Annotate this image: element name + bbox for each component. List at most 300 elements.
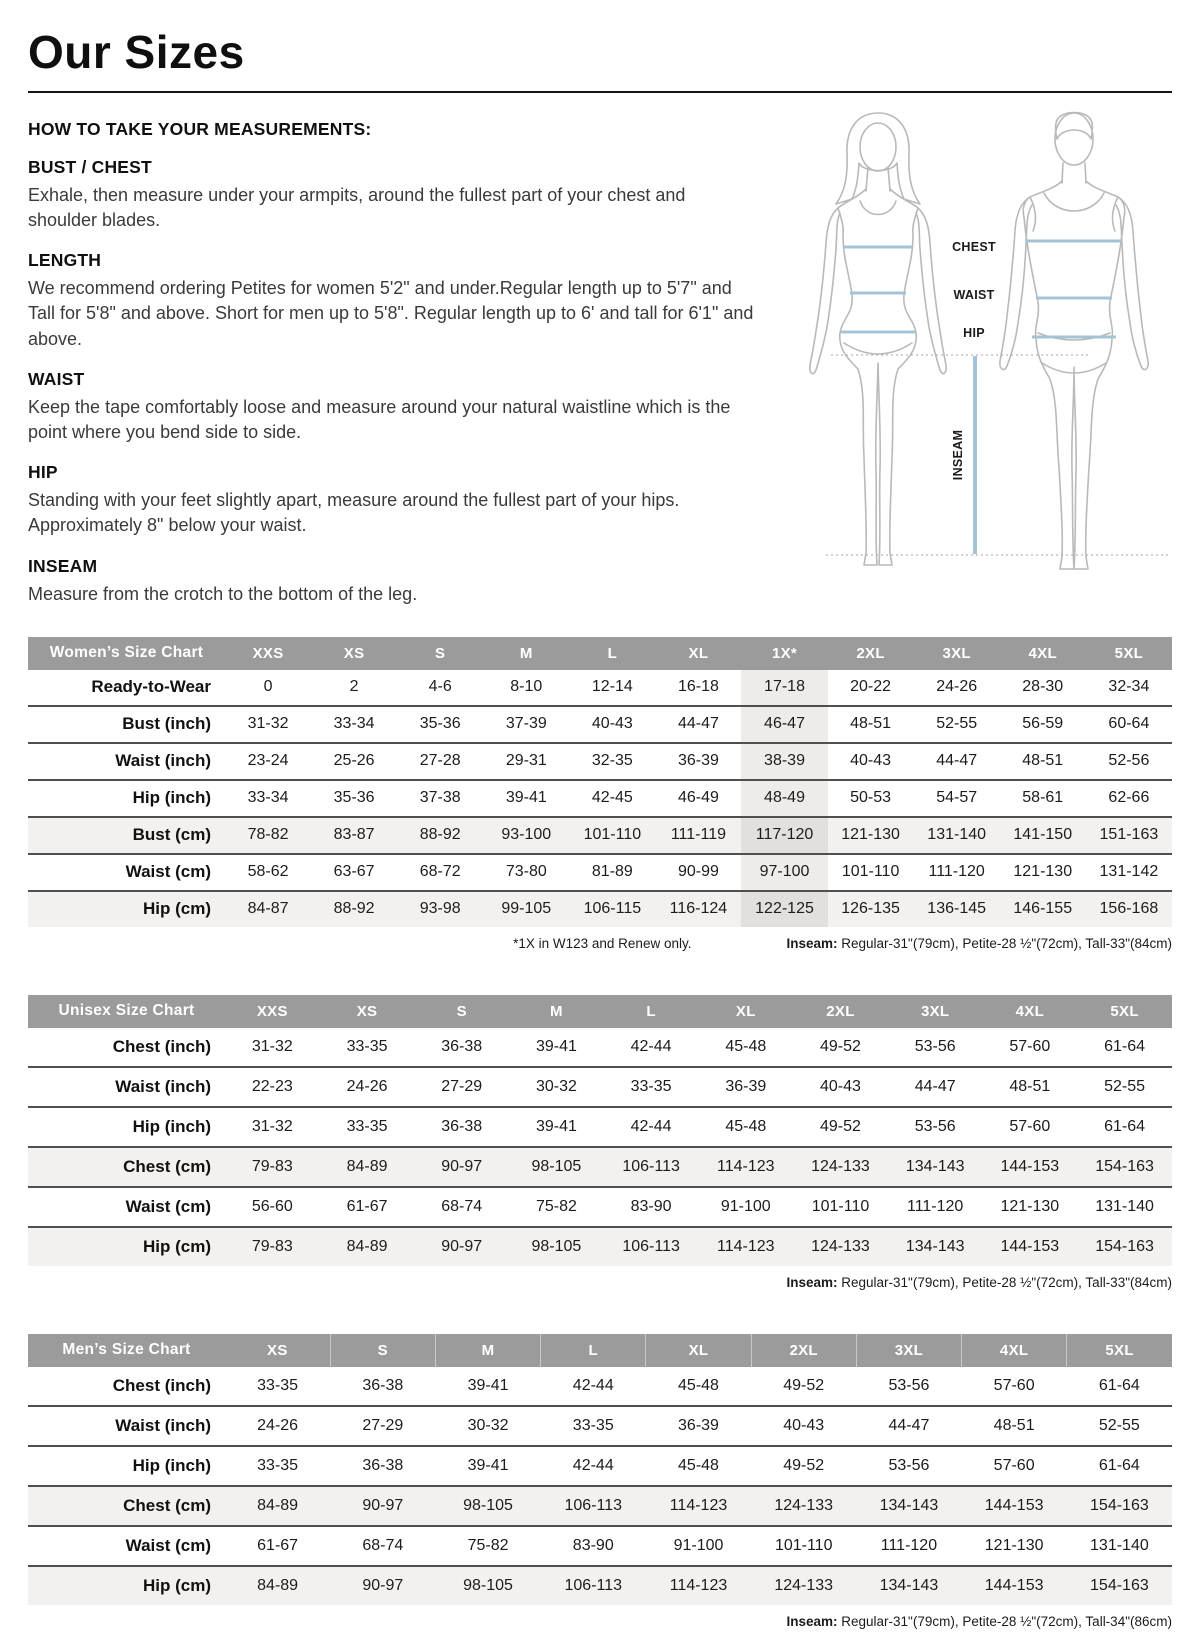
inseam-note-text: Regular-31"(79cm), Petite-28 ½"(72cm), Tall-33"(84cm): [837, 1274, 1172, 1290]
table-notes: [28, 1275, 1172, 1290]
size-cell: 121-130: [1000, 854, 1086, 891]
size-cell: 58-62: [225, 854, 311, 891]
row-label: Hip (cm): [28, 1227, 225, 1266]
size-cell: 56-60: [225, 1187, 320, 1227]
size-cell: 154-163: [1077, 1227, 1172, 1266]
title-divider: [28, 91, 1172, 93]
size-cell: 154-163: [1067, 1566, 1172, 1605]
size-cell: 33-34: [311, 706, 397, 743]
size-cell: 106-113: [604, 1147, 699, 1187]
size-cell: 61-64: [1077, 1107, 1172, 1147]
size-cell: 53-56: [914, 1037, 956, 1055]
section-body-length: We recommend ordering Petites for women 5'2" and under.Regular length up to 5'7" and Tall for 5'8" and above. Short for men up to 5'8". Regular length up to 6' and tall for 6'1" and above.: [28, 278, 754, 349]
size-cell: 42-44: [541, 1446, 646, 1486]
male-figure-outline: [1000, 112, 1148, 569]
size-cell: 106-113: [541, 1486, 646, 1526]
row-label: Waist (inch): [28, 1067, 225, 1107]
size-cell: 106-115: [569, 891, 655, 927]
size-cell: 33-35: [604, 1067, 699, 1107]
womens-size-chart: [28, 637, 1172, 951]
section-title-bust-chest: BUST / CHEST: [28, 156, 152, 177]
size-cell: 45-48: [646, 1446, 751, 1486]
size-cell: 81-89: [569, 854, 655, 891]
size-column-header: XL: [698, 995, 793, 1028]
size-cell: 144-153: [962, 1486, 1067, 1526]
size-cell: 68-74: [330, 1526, 435, 1566]
row-label: Hip (inch): [28, 780, 225, 817]
size-cell: 36-38: [441, 1037, 483, 1055]
table-row: [28, 891, 1172, 927]
size-column-header: 4XL: [1000, 637, 1086, 670]
table-row: [28, 1028, 1172, 1067]
size-cell: 98-105: [435, 1566, 540, 1605]
size-column-header: 5XL: [1077, 995, 1172, 1028]
size-column-header: S: [397, 637, 483, 670]
size-cell: 136-145: [914, 891, 1000, 927]
size-cell: 31-32: [251, 1037, 293, 1055]
size-cell: 91-100: [646, 1526, 751, 1566]
size-cell: 93-98: [397, 891, 483, 927]
size-cell: 40-43: [828, 743, 914, 780]
size-cell: 83-87: [311, 817, 397, 854]
table-row: [28, 817, 1172, 854]
waist-label: WAIST: [953, 287, 995, 302]
size-column-header: M: [509, 995, 604, 1028]
size-cell: 40-43: [793, 1067, 888, 1107]
size-cell: 117-120: [741, 817, 827, 854]
size-cell: 78-82: [225, 817, 311, 854]
size-cell: 91-100: [698, 1187, 793, 1227]
size-cell: 154-163: [1077, 1147, 1172, 1187]
size-cell: 131-140: [914, 817, 1000, 854]
size-cell: 52-55: [1077, 1067, 1172, 1107]
row-label: Chest (cm): [28, 1486, 225, 1526]
size-cell: 24-26: [225, 1406, 330, 1446]
inseam-note-label: Inseam:: [786, 1613, 838, 1629]
size-cell: 24-26: [936, 678, 978, 696]
size-cell: 57-60: [993, 1376, 1035, 1394]
size-cell: 48-51: [1000, 743, 1086, 780]
size-cell: 61-64: [1104, 1037, 1146, 1055]
size-cell: 49-52: [751, 1446, 856, 1486]
size-cell: 42-44: [630, 1037, 672, 1055]
size-column-header: 2XL: [793, 995, 888, 1028]
size-cell: 36-38: [362, 1376, 404, 1394]
size-cell: 58-61: [1000, 780, 1086, 817]
size-cell: 141-150: [1000, 817, 1086, 854]
body-measurement-illustration: [786, 105, 1176, 577]
size-column-header: M: [483, 637, 569, 670]
table-header-row: [28, 1334, 1172, 1367]
size-cell: 156-168: [1086, 891, 1172, 927]
size-cell: 131-140: [1077, 1187, 1172, 1227]
row-label: Waist (inch): [28, 1406, 225, 1446]
size-cell: 83-90: [604, 1187, 699, 1227]
size-cell: 42-45: [569, 780, 655, 817]
table-row: [28, 854, 1172, 891]
size-cell: 36-39: [698, 1067, 793, 1107]
size-cell: 46-47: [741, 706, 827, 743]
size-cell: 62-66: [1086, 780, 1172, 817]
size-cell: 36-39: [646, 1406, 751, 1446]
unisex-size-chart-table: [28, 995, 1172, 1266]
size-column-header: L: [604, 995, 699, 1028]
size-column-header: 4XL: [962, 1334, 1067, 1367]
inseam-note-text: Regular-31"(79cm), Petite-28 ½"(72cm), Tall-34"(86cm): [837, 1613, 1172, 1629]
hip-label: HIP: [963, 325, 985, 340]
size-cell: 121-130: [828, 817, 914, 854]
page-title: Our Sizes: [28, 26, 245, 78]
size-cell: 84-89: [225, 1566, 330, 1605]
row-label: Hip (cm): [28, 1566, 225, 1605]
size-cell: 114-123: [646, 1566, 751, 1605]
size-cell: 40-43: [569, 706, 655, 743]
size-cell: 90-99: [655, 854, 741, 891]
size-cell: 35-36: [311, 780, 397, 817]
size-cell: 90-97: [330, 1566, 435, 1605]
size-cell: 17-18: [741, 670, 827, 706]
size-cell: 106-113: [541, 1566, 646, 1605]
row-label: Bust (inch): [28, 706, 225, 743]
table-header-row: [28, 995, 1172, 1028]
size-cell: 99-105: [483, 891, 569, 927]
size-cell: 61-64: [1098, 1376, 1140, 1394]
chest-label: CHEST: [952, 239, 996, 254]
table-row: [28, 1446, 1172, 1486]
size-cell: 49-52: [820, 1037, 861, 1055]
measurement-instructions: [28, 119, 754, 607]
size-cell: 121-130: [962, 1526, 1067, 1566]
inseam-note-label: Inseam:: [786, 935, 838, 951]
size-cell: 124-133: [793, 1147, 888, 1187]
size-cell: 39-41: [509, 1107, 604, 1147]
size-cell: 54-57: [914, 780, 1000, 817]
size-cell: 33-35: [346, 1037, 388, 1055]
size-cell: 2: [349, 678, 359, 696]
size-cell: 57-60: [983, 1107, 1078, 1147]
womens-size-chart-table: [28, 637, 1172, 927]
size-cell: 50-53: [828, 780, 914, 817]
size-cell: 12-14: [591, 678, 633, 696]
unisex-size-chart: [28, 995, 1172, 1290]
size-cell: 111-120: [914, 854, 1000, 891]
row-label: Hip (cm): [28, 891, 225, 927]
size-cell: 52-55: [914, 706, 1000, 743]
size-cell: 114-123: [698, 1147, 793, 1187]
table-row: [28, 1406, 1172, 1446]
female-figure-outline: [810, 113, 946, 565]
size-cell: 101-110: [751, 1526, 856, 1566]
table-row: [28, 1107, 1172, 1147]
size-cell: 42-44: [604, 1107, 699, 1147]
section-body-inseam: Measure from the crotch to the bottom of the leg.: [28, 583, 418, 604]
size-cell: 60-64: [1086, 706, 1172, 743]
size-cell: 22-23: [225, 1067, 320, 1107]
size-cell: 20-22: [850, 678, 892, 696]
size-cell: 90-97: [414, 1227, 509, 1266]
size-cell: 39-41: [467, 1376, 509, 1394]
size-column-header: S: [414, 995, 509, 1028]
size-cell: 93-100: [483, 817, 569, 854]
size-column-header: XL: [655, 637, 741, 670]
size-cell: 29-31: [483, 743, 569, 780]
size-cell: 39-41: [535, 1037, 577, 1055]
size-column-header: XS: [225, 1334, 330, 1367]
size-cell: 79-83: [225, 1227, 320, 1266]
size-column-header: 5XL: [1067, 1334, 1172, 1367]
size-cell: 36-38: [414, 1107, 509, 1147]
size-cell: 56-59: [1000, 706, 1086, 743]
size-column-header: XL: [646, 1334, 751, 1367]
size-cell: 49-52: [793, 1107, 888, 1147]
size-cell: 0: [263, 678, 273, 696]
table-notes: [28, 936, 1172, 951]
size-cell: 32-34: [1108, 678, 1150, 696]
row-label: Waist (inch): [28, 743, 225, 780]
inseam-note-label: Inseam:: [786, 1274, 838, 1290]
table-row: [28, 1227, 1172, 1266]
size-cell: 68-74: [414, 1187, 509, 1227]
size-cell: 44-47: [888, 1067, 983, 1107]
size-cell: 84-89: [320, 1227, 415, 1266]
size-cell: 124-133: [793, 1227, 888, 1266]
table-row: [28, 1147, 1172, 1187]
size-cell: 48-51: [983, 1067, 1078, 1107]
size-column-header: XXS: [225, 637, 311, 670]
size-cell: 121-130: [983, 1187, 1078, 1227]
instructions-heading: HOW TO TAKE YOUR MEASUREMENTS:: [28, 118, 372, 139]
inseam-note: [786, 1614, 1172, 1629]
table-row: [28, 1187, 1172, 1227]
size-cell: 154-163: [1067, 1486, 1172, 1526]
size-column-header: XS: [320, 995, 415, 1028]
size-cell: 38-39: [741, 743, 827, 780]
size-cell: 68-72: [397, 854, 483, 891]
size-cell: 52-55: [1067, 1406, 1172, 1446]
size-cell: 124-133: [751, 1486, 856, 1526]
size-cell: 84-89: [225, 1486, 330, 1526]
row-label: Hip (inch): [28, 1107, 225, 1147]
section-title-inseam: INSEAM: [28, 555, 98, 576]
size-cell: 33-34: [225, 780, 311, 817]
size-cell: 131-140: [1067, 1526, 1172, 1566]
size-cell: 53-56: [888, 1107, 983, 1147]
size-cell: 33-35: [225, 1446, 330, 1486]
row-label: Hip (inch): [28, 1446, 225, 1486]
size-cell: 75-82: [435, 1526, 540, 1566]
size-cell: 46-49: [655, 780, 741, 817]
row-label: Waist (cm): [28, 1187, 225, 1227]
size-cell: 88-92: [311, 891, 397, 927]
size-column-header: L: [569, 637, 655, 670]
section-body-bust-chest: Exhale, then measure under your armpits, around the fullest part of your chest and shoulder blades.: [28, 184, 686, 231]
size-cell: 134-143: [856, 1566, 961, 1605]
size-cell: 33-35: [257, 1376, 299, 1394]
size-column-header: 1X*: [741, 637, 827, 670]
size-cell: 101-110: [793, 1187, 888, 1227]
size-cell: 144-153: [983, 1227, 1078, 1266]
size-cell: 39-41: [483, 780, 569, 817]
size-cell: 111-120: [888, 1187, 983, 1227]
size-cell: 122-125: [741, 891, 827, 927]
size-column-header: 3XL: [856, 1334, 961, 1367]
table-title: Unisex Size Chart: [28, 995, 225, 1028]
size-cell: 8-10: [510, 678, 543, 696]
size-cell: 114-123: [646, 1486, 751, 1526]
table-header-row: [28, 637, 1172, 670]
size-cell: 53-56: [888, 1376, 930, 1394]
table-row: [28, 743, 1172, 780]
size-cell: 61-64: [1067, 1446, 1172, 1486]
size-cell: 116-124: [655, 891, 741, 927]
size-cell: 101-110: [569, 817, 655, 854]
size-cell: 37-38: [397, 780, 483, 817]
size-cell: 33-35: [541, 1406, 646, 1446]
row-label: Bust (cm): [28, 817, 225, 854]
size-cell: 44-47: [914, 743, 1000, 780]
size-cell: 63-67: [311, 854, 397, 891]
size-cell: 134-143: [888, 1227, 983, 1266]
size-cell: 134-143: [856, 1486, 961, 1526]
size-column-header: 2XL: [828, 637, 914, 670]
size-cell: 61-67: [320, 1187, 415, 1227]
size-cell: 61-67: [225, 1526, 330, 1566]
row-label: Chest (inch): [112, 1036, 211, 1056]
size-column-header: 4XL: [983, 995, 1078, 1028]
size-cell: 79-83: [225, 1147, 320, 1187]
table-row: [28, 1486, 1172, 1526]
size-cell: 97-100: [741, 854, 827, 891]
size-cell: 23-24: [225, 743, 311, 780]
size-cell: 32-35: [569, 743, 655, 780]
size-cell: 106-113: [604, 1227, 699, 1266]
mens-size-chart-table: [28, 1334, 1172, 1605]
size-cell: 53-56: [856, 1446, 961, 1486]
size-column-header: S: [330, 1334, 435, 1367]
size-column-header: 3XL: [914, 637, 1000, 670]
size-column-header: 3XL: [888, 995, 983, 1028]
size-cell: 16-18: [677, 678, 719, 696]
section-title-hip: HIP: [28, 462, 58, 483]
size-cell: 36-39: [655, 743, 741, 780]
size-column-header: 5XL: [1086, 637, 1172, 670]
size-cell: 37-39: [483, 706, 569, 743]
table-row: [28, 1566, 1172, 1605]
size-cell: 27-28: [397, 743, 483, 780]
size-cell: 146-155: [1000, 891, 1086, 927]
table-row: [28, 1067, 1172, 1107]
size-cell: 75-82: [509, 1187, 604, 1227]
table-row: [28, 780, 1172, 817]
size-cell: 4-6: [428, 678, 452, 696]
size-cell: 44-47: [655, 706, 741, 743]
size-cell: 44-47: [856, 1406, 961, 1446]
size-tables: [28, 637, 1172, 1629]
size-cell: 111-119: [655, 817, 741, 854]
inseam-note-text: Regular-31"(79cm), Petite-28 ½"(72cm), Tall-33"(84cm): [837, 935, 1172, 951]
table-title: Men’s Size Chart: [28, 1334, 225, 1367]
size-cell: 30-32: [435, 1406, 540, 1446]
size-cell: 98-105: [435, 1486, 540, 1526]
table-title: Women’s Size Chart: [28, 637, 225, 670]
size-cell: 144-153: [962, 1566, 1067, 1605]
size-cell: 57-60: [1009, 1037, 1051, 1055]
size-cell: 88-92: [397, 817, 483, 854]
size-cell: 48-51: [828, 706, 914, 743]
size-cell: 33-35: [320, 1107, 415, 1147]
size-cell: 27-29: [414, 1067, 509, 1107]
size-cell: 83-90: [541, 1526, 646, 1566]
size-cell: 48-49: [741, 780, 827, 817]
size-cell: 101-110: [828, 854, 914, 891]
table-row: [28, 1526, 1172, 1566]
section-body-hip: Standing with your feet slightly apart, measure around the fullest part of your hips. Approximately 8" below your waist.: [28, 490, 680, 536]
size-column-header: L: [541, 1334, 646, 1367]
size-cell: 134-143: [888, 1147, 983, 1187]
row-label: Waist (cm): [28, 854, 225, 891]
size-cell: 98-105: [509, 1227, 604, 1266]
size-cell: 40-43: [751, 1406, 856, 1446]
measurement-diagram: [754, 119, 1176, 607]
size-cell: 144-153: [983, 1147, 1078, 1187]
size-cell: 24-26: [320, 1067, 415, 1107]
mens-size-chart: [28, 1334, 1172, 1629]
inseam-label: INSEAM: [951, 429, 965, 481]
size-cell: 45-48: [725, 1037, 767, 1055]
section-title-length: LENGTH: [28, 250, 102, 271]
row-label: Chest (inch): [112, 1375, 211, 1395]
row-label: Chest (cm): [28, 1147, 225, 1187]
size-cell: 49-52: [783, 1376, 825, 1394]
size-cell: 42-44: [572, 1376, 614, 1394]
size-cell: 111-120: [856, 1526, 961, 1566]
section-title-waist: WAIST: [28, 368, 85, 389]
size-cell: 98-105: [509, 1147, 604, 1187]
size-cell: 126-135: [828, 891, 914, 927]
size-cell: 151-163: [1086, 817, 1172, 854]
size-cell: 45-48: [678, 1376, 719, 1394]
size-cell: 35-36: [397, 706, 483, 743]
table-row: [28, 706, 1172, 743]
size-cell: 28-30: [1022, 678, 1064, 696]
size-cell: 84-89: [320, 1147, 415, 1187]
row-label: Waist (cm): [28, 1526, 225, 1566]
size-column-header: M: [435, 1334, 540, 1367]
size-cell: 90-97: [414, 1147, 509, 1187]
size-cell: 25-26: [311, 743, 397, 780]
size-cell: 131-142: [1086, 854, 1172, 891]
measurement-instructions-row: [28, 119, 1172, 607]
size-cell: 48-51: [962, 1406, 1067, 1446]
size-cell: 73-80: [483, 854, 569, 891]
table-footnote: *1X in W123 and Renew only.: [513, 935, 692, 951]
size-cell: 84-87: [225, 891, 311, 927]
size-column-header: 2XL: [751, 1334, 856, 1367]
size-cell: 45-48: [698, 1107, 793, 1147]
size-cell: 124-133: [751, 1566, 856, 1605]
size-cell: 27-29: [330, 1406, 435, 1446]
table-row: [28, 670, 1172, 706]
inseam-note: [786, 936, 1172, 951]
size-cell: 39-41: [435, 1446, 540, 1486]
size-cell: 30-32: [509, 1067, 604, 1107]
size-cell: 31-32: [225, 706, 311, 743]
size-cell: 36-38: [330, 1446, 435, 1486]
size-cell: 57-60: [962, 1446, 1067, 1486]
table-notes: [28, 1614, 1172, 1629]
size-cell: 90-97: [330, 1486, 435, 1526]
size-cell: 31-32: [225, 1107, 320, 1147]
